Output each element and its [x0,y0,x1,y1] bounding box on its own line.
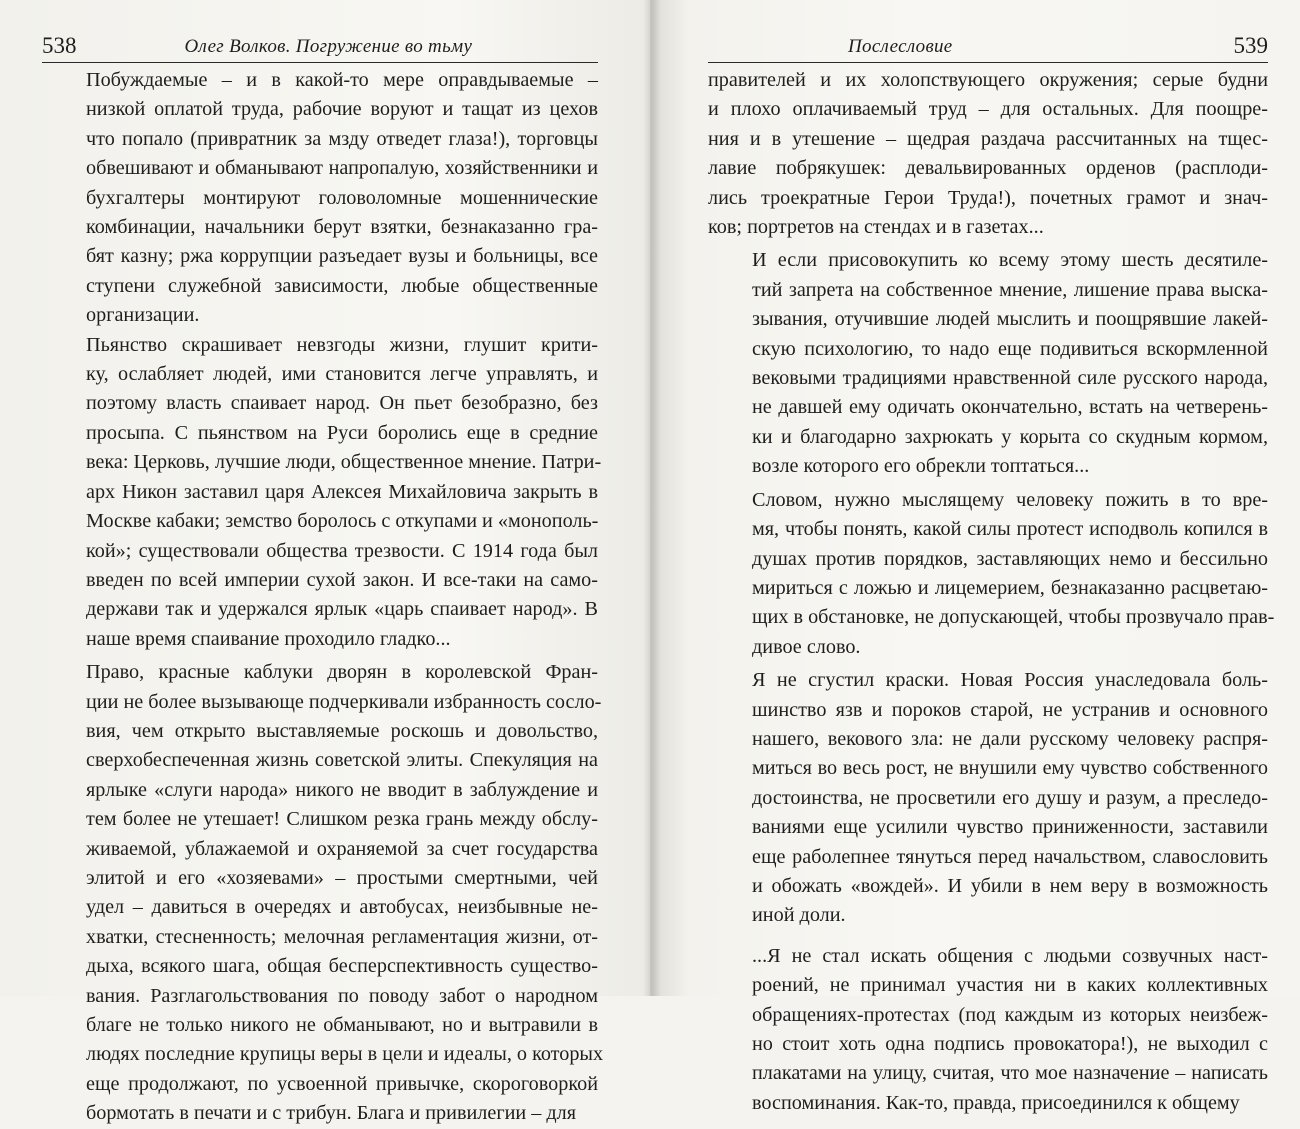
text-line: И если присовокупить ко всему этому шесть десятиле- [752,249,1268,272]
text-line: лавие побрякушек: девальвированных орденов (расплоди- [708,157,1268,180]
text-line: тем более не утешает! Слишком резка грань между обслу- [86,808,598,831]
left-running-head: Олег Волков. Погружение во тьму [184,36,473,57]
text-line: удел – давиться в очередях и автобусах, неизбывные не- [86,896,598,919]
left-page-header [42,30,598,63]
paragraph [708,666,1268,931]
text-line: Право, красные каблуки дворян в королевской Фран- [86,661,598,684]
paragraph [708,66,1268,242]
text-line: зывания, отучившие людей мыслить и поощрявшие лакей- [752,308,1268,331]
text-line: просыпа. С пьянством на Руси боролись еще в средние [86,421,598,444]
text-line: вания. Разглагольствования по поводу забот о народном [86,984,598,1007]
text-line: бухгалтеры монтируют головоломные мошеннические [86,186,598,209]
text-line: достоинства, не просветили его душу и разум, а преследо- [752,786,1268,809]
text-line: благе не только никого не обманывают, но и вытравили в [86,1014,598,1036]
text-line: Побуждаемые – и в какой-то мере оправдываемые – [86,69,598,91]
text-line: дивое слово. [752,635,861,658]
text-line: живаемой, ублажаемой и охраняемой за счет государства [86,837,598,860]
text-line: обращениях-протестах (под каждым из которых неизбеж- [752,1003,1268,1026]
left-page-number: 538 [42,33,77,58]
right-page-header [708,30,1268,63]
text-line: людях последние крупицы веры в цели и идеалы, о которых [86,1043,604,1066]
text-line: ку, ослабляет людей, ими становится легче управлять, и [86,363,598,386]
text-line: Я не сгустил краски. Новая Россия унаследовала боль- [752,669,1268,692]
paragraph [42,66,598,331]
text-line: Пьянство скрашивает невзгоды жизни, глушит крити- [86,333,598,356]
right-running-head: Послесловие [848,36,953,57]
text-line: бят казну; ржа коррупции разъедает вузы и больницы, все [86,245,598,268]
text-line: плакатами на улицу, считая, что мое назначение – написать [752,1062,1268,1085]
text-line: введен по всей империи сухой закон. И все-таки на само- [86,568,598,591]
text-line: вековыми традициями нравственной силе русского народа, [752,367,1268,390]
text-line: дыха, всякого шага, общая бесперспективность существо- [86,955,598,978]
left-page [0,0,650,1125]
text-line: лись троекратные Герои Труда!), почетных грамот и знач- [708,186,1268,209]
text-line: и обожать «вождей». И убили в нем веру в возможность [752,874,1268,897]
text-line: еще раболепнее тянуться перед начальством, славословить [752,845,1268,868]
left-page-body [42,66,604,1129]
text-line: бормотать в печати и с трибун. Блага и привилегии – для [86,1102,577,1125]
paragraph [708,942,1268,1118]
text-line: Москве кабаки; земство боролось с откупами и «монополь- [86,510,599,533]
text-line: элитой и его «хозяевами» – простыми смертными, чей [86,866,598,889]
text-line: ции не более вызывающе подчеркивали избранность сосло- [86,690,602,713]
text-line: правителей и их холопствующего окружения; серые будни [708,69,1268,91]
text-line: воспоминания. Как-то, правда, присоединился к общему [752,1091,1240,1114]
text-line: иной доли. [752,904,846,927]
text-line: ки и благодарно захрюкать у корыта со скудным кормом, [752,425,1268,448]
text-line: ния и в утешение – щедрая раздача рассчитанных на тщес- [708,127,1268,150]
text-line: что попало (привратник за мзду отведет глаза!), торговцы [86,127,598,150]
paragraph [42,658,604,1129]
text-line: низкой оплатой труда, рабочие воруют и тащат из цехов [86,98,598,121]
text-line: арх Никон заставил царя Алексея Михайловича закрыть в [86,480,598,503]
text-line: нашего, векового зла: не дали русскому человеку распря- [752,727,1268,750]
text-line: миться во весь рост, не внушили ему чувство собственного [752,757,1268,780]
text-line: наше время спаивание проходило гладко... [86,627,451,650]
text-line: скую психологию, то надо еще подивиться вскормленной [752,337,1268,360]
right-page-number: 539 [1233,33,1268,58]
text-line: сверхобеспеченная жизнь советской элиты. Спекуляция на [86,749,598,772]
text-line: Словом, нужно мыслящему человеку пожить в то вре- [752,488,1268,511]
text-line: душах против порядков, заставляющих немо и бессильно [752,547,1268,570]
text-line: мя, чтобы понять, какой силы протест исподволь копился в [752,518,1268,541]
right-page-body [708,66,1275,1118]
text-line: комбинации, начальники берут взятки, безнаказанно гра- [86,216,598,239]
paragraph [708,486,1275,662]
text-line: возле которого его обрекли топтаться... [752,455,1090,478]
text-line: держави так и удержался ярлык «царь спаивает народ». В [86,598,598,621]
text-line: но стоит хоть одна подпись провокатора!), не выходил с [752,1033,1268,1055]
right-page [650,0,1300,1114]
text-line: еще продолжают, по усвоенной привычке, скороговоркой [86,1072,598,1095]
paragraph [708,246,1268,481]
text-line: организации. [86,304,200,327]
text-line: вия, чем открыто выставляемые роскошь и довольство, [86,719,598,742]
text-line: роений, не принимал участия ни в каких коллективных [752,974,1268,997]
text-line: ярлыке «слуги народа» никого не вводит в заблуждение и [86,778,598,801]
text-line: поэтому власть спаивает народ. Он пьет безобразно, без [86,392,598,415]
text-line: мириться с ложью и лицемерием, безнаказанно расцветаю- [752,576,1268,599]
book-gutter [643,0,661,996]
text-line: ...Я не стал искать общения с людьми созвучных наст- [752,944,1268,967]
text-line: тий запрета на собственное мнение, лишение права выска- [752,278,1268,301]
text-line: века: Церковь, лучшие люди, общественное мнение. Патри- [86,451,602,474]
text-line: шинство язв и пороков старой, не устранив и основного [752,698,1268,721]
text-line: щих в обстановке, не допускающей, чтобы прозвучало прав- [752,606,1275,629]
text-line: ступени служебной зависимости, любые общественные [86,274,598,297]
text-line: ваниями еще усилили чувство приниженности, заставили [752,816,1268,839]
text-line: и плохо оплачиваемый труд – для остальных. Для поощре- [708,98,1268,121]
text-line: хватки, стесненность; мелочная регламентация жизни, от- [86,925,598,948]
paragraph [42,331,602,654]
text-line: ков; портретов на стендах и в газетах... [708,216,1044,239]
text-line: не давшей ему одичать окончательно, встать на четверень- [752,396,1268,419]
text-line: обвешивают и обманывают напропалую, хозяйственники и [86,157,598,180]
text-line: кой»; существовали общества трезвости. С 1914 года был [86,539,598,562]
